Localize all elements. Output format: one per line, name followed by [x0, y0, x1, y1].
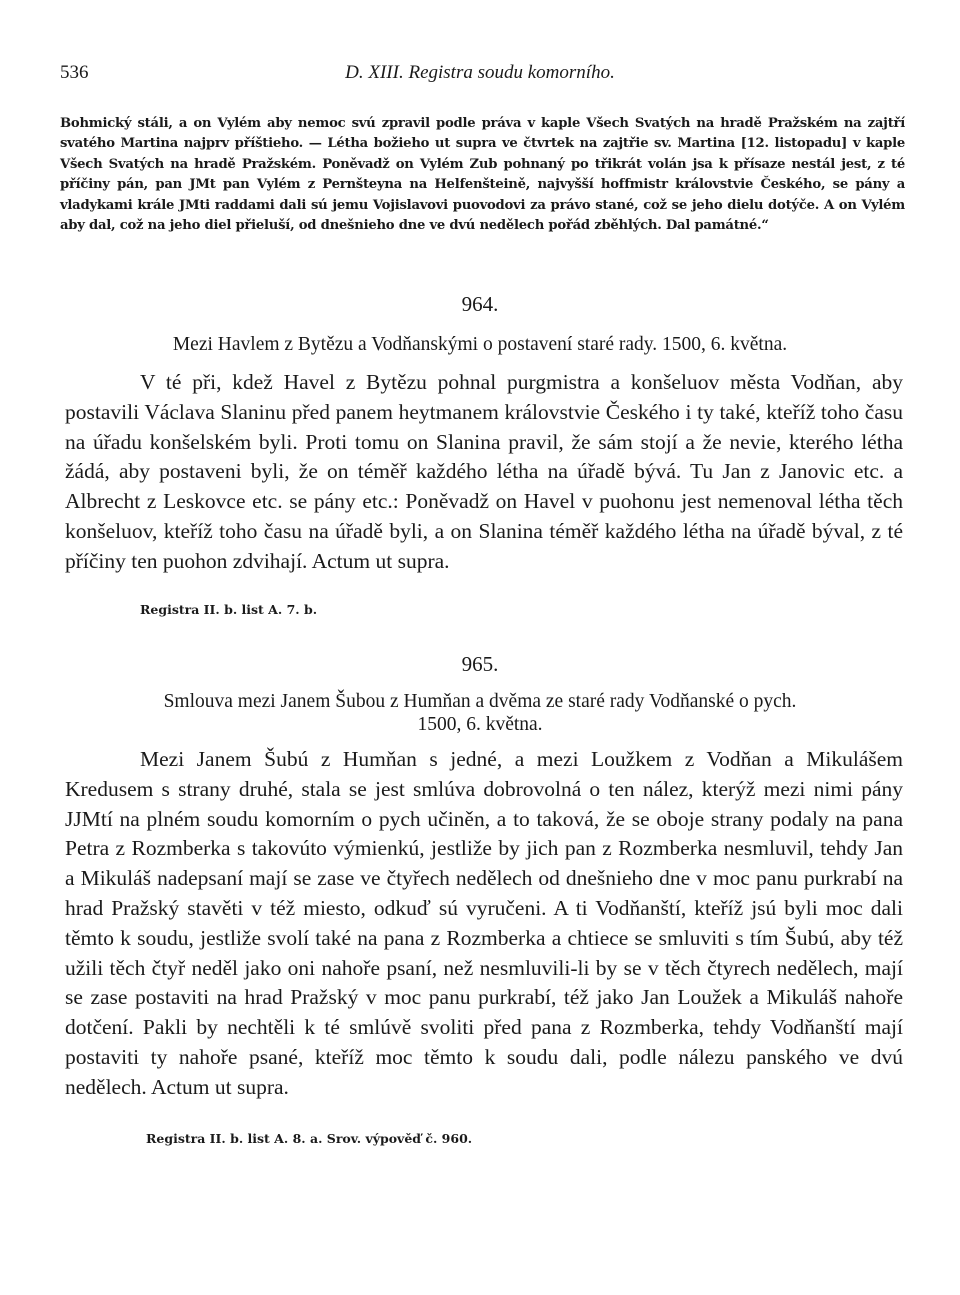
- page-header: [60, 62, 900, 92]
- running-head: D. XIII. Registra soudu komorního.: [345, 62, 615, 83]
- page-number: 536: [60, 62, 89, 83]
- continuation-paragraph: Bohmický stáli, a on Vylém aby nemoc svú zpravil podle práva v kaple Všech Svatých na hradě Pražském na zajtří svatého Martina najprv příštieho. — Létha božieho ut supra ve čtvrtek na zajtřie sv. Martina [12. listopadu] v kaple Všech Svatých na hradě Pražském. Poněvadž on Vylém Zub pohnaný po třikrát volán jsa k přísaze nestál jest, z té příčiny pán, pan JMt pan Vylém z Pernšteyna na Helfenšteině, najvyšší hoffmistr královstvie Českého, se pány a vladykami krále JMti raddami dali sú jemu Vojislavovi puovodovi za právo stané, což se jeho dielu dotýče. A on Vylém aby dal, což na jeho diel přieluší, od dnešnieho dne ve dvú nedělech pořád zběhlých. Dal památné.“: [60, 116, 905, 234]
- entry-text-965: Mezi Janem Šubú z Humňan s jedné, a mezi Loužkem z Vodňan a Mikulášem Kredusem s strany druhé, stala se jest smlúva dobrovolná o ten nález, kterýž mezi nimi pány JJMtí na plném soudu komorním o pych učiněn, a to taková, že se oboje strany podaly na pana Petra z Rozmberka s takovúto výmienkú, jestliže by jich pan z Rozmberka nesmluvil, tehdy Jan a Mikuláš nadepsaní mají se zase ve čtyřech nedělech od dnešnieho dne v moc panu purkrabí na hrad Pražský stavěti v též miesto, odkuď sú vyručeni. A ti Vodňanští, kteříž jsú byli moc dali těmto k soudu, jestliže svolí také na pana z Rozmberka a chtiece se smluviti s tím Šubú, aby též užili těch čtyř neděl jako oni nahoře psaní, než nesmluvili-li by se v těch čtyrech nedělech, mají se zase postaviti na hrad Pražský v moc panu purkrabí, též jako Jan Loužek a Mikuláš nahoře dotčení. Pakli by nechtěli k té smlúvě svoliti před pana z Rozmberka, tehdy Vodňanští mají postaviti ty nahoře psané, kteříž moc těmto k soudu dali, podle nálezu panského ve dvú nedělech. Actum ut supra.: [65, 747, 903, 1099]
- entry-title-965-line2: 1500, 6. května.: [417, 714, 543, 735]
- entry-title-964: Mezi Havlem z Bytězu a Vodňanskými o postavení staré rady. 1500, 6. května.: [172, 334, 788, 355]
- entry-number-964: 964.: [461, 292, 499, 316]
- entry-number-965: 965.: [461, 652, 499, 676]
- entry-title-965-line1: Smlouva mezi Janem Šubou z Humňan a dvěma ze staré rady Vodňanské o pych.: [163, 691, 797, 712]
- entry-text-964: V té při, kdež Havel z Bytězu pohnal purgmistra a konšeluov města Vodňan, aby postavili Václava Slaninu před panem heytmanem královstvie Českého i ty také, kteříž toho času na úřadu konšelském byli. Proti tomu on Slanina pravil, že sám stojí a že nevie, kterého létha žádá, aby postaveni byli, že on téměř každého létha na úřadě bývá. Tu Jan z Janovic etc. a Albrecht z Leskovce etc. se pány etc.: Poněvadž on Havel v puohonu jest nemenoval létha těch konšeluov, kteříž toho času na úřadě byli, a on Slanina téměř každého létha na úřadě býval, z té příčiny ten puohon zdvihají. Actum ut supra.: [65, 370, 903, 573]
- entry-reference-965: Registra II. b. list A. 8. a. Srov. výpověď č. 960.: [146, 1131, 473, 1146]
- entry-reference-964: Registra II. b. list A. 7. b.: [140, 602, 318, 617]
